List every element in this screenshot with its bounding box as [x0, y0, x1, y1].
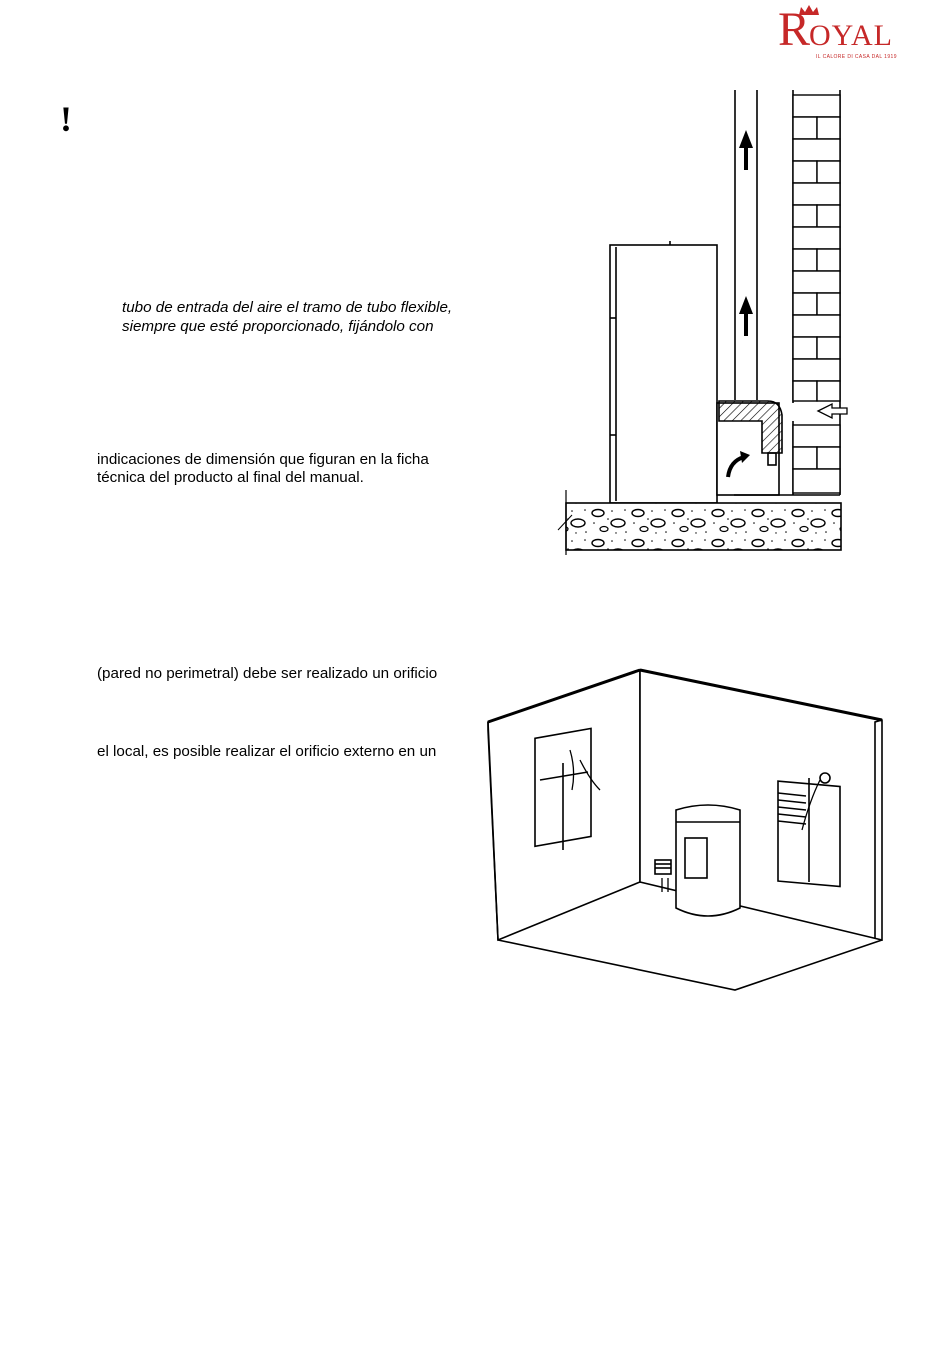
warning-icon: !: [60, 99, 72, 139]
paragraph-3-line-1: (pared no perimetral) debe ser realizado un orificio: [97, 665, 438, 682]
paragraph-4-line-1: el local, es posible realizar el orificio externo en un: [97, 743, 437, 760]
arrow-up-icon: [739, 130, 753, 336]
air-inlet-arrow-icon: [818, 404, 847, 418]
paragraph-1-line-2: siempre que esté proporcionado, fijándolo con: [122, 318, 434, 335]
logo-rest: OYAL: [809, 19, 894, 52]
paragraph-2-line-2: técnica del producto al final del manual.: [97, 469, 364, 486]
logo-initial: R: [778, 3, 810, 56]
section-diagram: [550, 85, 850, 560]
royal-logo: [778, 4, 910, 60]
brick-wall: [793, 95, 840, 493]
floor-slab: [566, 503, 841, 550]
paragraph-1-line-1: tubo de entrada del aire el tramo de tubo flexible,: [122, 299, 453, 316]
paragraph-2-line-1: indicaciones de dimensión que figuran en la ficha: [97, 451, 429, 468]
room-diagram: [480, 660, 890, 1000]
logo-tagline: IL CALORE DI CASA DAL 1919: [816, 54, 897, 60]
